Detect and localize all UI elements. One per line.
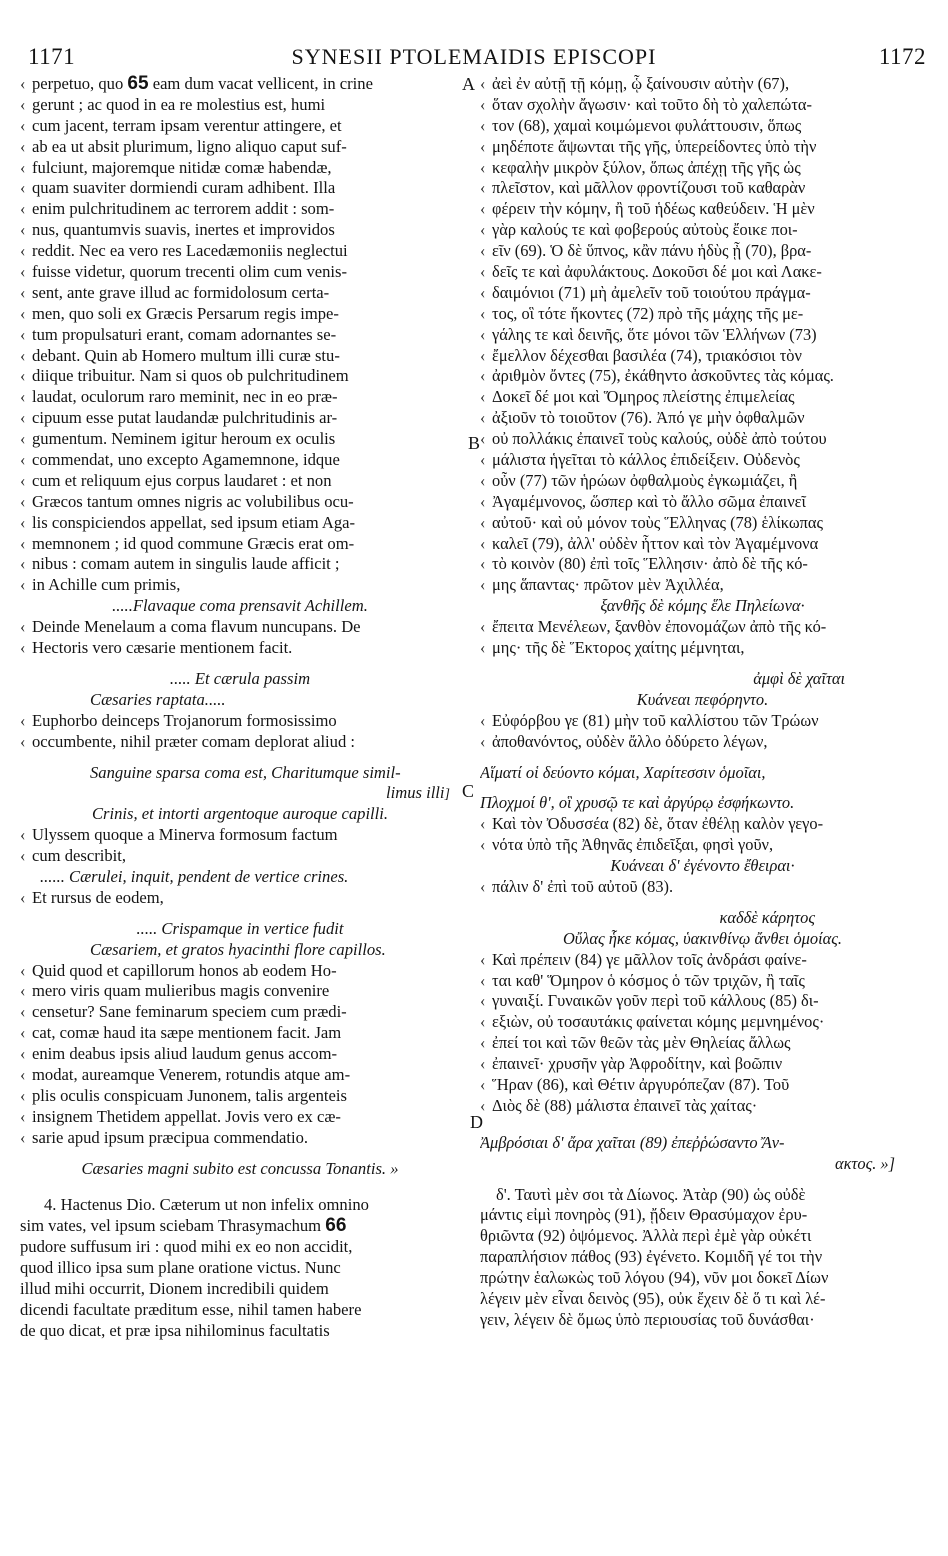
latin-line: sim vates, vel ipsum sciebam Thrasymachum 66	[20, 1216, 347, 1237]
latin-line: ‹ cum jacent, terram ipsam verentur attingere, et	[20, 115, 342, 135]
latin-line: ‹ in Achille cum primis,	[20, 575, 181, 595]
latin-line: ‹ lis conspiciendos appellat, sed ipsum etiam Aga-	[20, 512, 356, 532]
latin-line: ‹ enim pulchritudinem ac terrorem addit : som-	[20, 199, 335, 219]
latin-line: illud mihi occurrit, Dionem incredibili quidem	[20, 1278, 329, 1298]
greek-line: ‹ γυναιξί. Γυναικῶν γοῦν περὶ τοῦ κάλλους (85) δι-	[480, 991, 819, 1011]
greek-line: ‹ ἀεὶ ἐν αὐτῇ τῇ κόμῃ, ᾧ ξαίνουσιν αὐτὴν (67),	[480, 74, 790, 93]
latin-line: ‹ sent, ante grave illud ac formidolosum certa-	[20, 282, 330, 302]
latin-line: quod illico ipsa sum plane oratione victus. Nunc	[20, 1258, 341, 1278]
greek-line: ‹ τὸ κοινὸν (80) ἐπὶ τοῖς Ἕλλησιν· ἀπὸ δὲ τῆς κό-	[480, 554, 808, 574]
latin-line: ‹ quam suaviter dormiendi curam adhibent. Illa	[20, 178, 336, 198]
greek-line: ‹ ἀποθανόντος, οὐδὲν ἄλλο ὀδύρετο λέγων,	[480, 731, 768, 751]
latin-verse-quote: Cæsaries raptata.....	[90, 689, 226, 709]
latin-verse-quote: ...... Cærulei, inquit, pendent de vertice crines.	[40, 866, 349, 886]
latin-line: ‹ gerunt ; ac quod in ea re molestius est, humi	[20, 94, 326, 114]
latin-line: ‹ fulciunt, majoremque nitidæ comæ habendæ,	[20, 157, 332, 177]
greek-line: δ'. Ταυτὶ μὲν σοι τὰ Δίωνος. Ἀτὰρ (90) ὡς οὐδὲ	[496, 1184, 806, 1204]
latin-line: ‹ nus, quantumvis suavis, inertes et improvidos	[20, 220, 335, 240]
greek-verse-quote: Ἀμβρόσιαι δ' ἄρα χαῖται (89) ἐπεῤῥώσαντο Ἄν-	[480, 1132, 785, 1152]
greek-line: ‹ οὐ πολλάκις ἐπαινεῖ τοὺς καλούς, οὐδὲ ἀπὸ τούτου	[480, 429, 827, 449]
latin-verse-quote: limus illi]	[385, 783, 450, 803]
left-page-number: 1171	[28, 44, 76, 69]
page-marker-66: 66	[325, 1216, 347, 1237]
latin-line: ‹ commendat, uno excepto Agamemnone, idque	[20, 450, 340, 470]
greek-line: λέγειν μὲν εἶναι δεινὸς (95), οὐκ ἔχειν δὲ ὅ τι καὶ λέ-	[480, 1288, 826, 1308]
greek-verse-quote: Πλοχμοί θ', οἳ χρυσῷ τε καὶ ἀργύρῳ ἐσφήκωντο.	[480, 793, 795, 813]
latin-line: ‹ memnonem ; id quod commune Græcis erat om-	[20, 533, 355, 553]
latin-verse-quote: Cæsariem, et gratos hyacinthi flore capillos.	[90, 939, 386, 959]
latin-line: ‹ insignem Thetidem appellat. Jovis vero ex cæ-	[20, 1106, 341, 1126]
greek-line: ‹ ἀριθμὸν ὄντες (75), ἐκάθηντο ἀσκοῦντες τὰς κόμας.	[480, 366, 834, 386]
greek-line: ‹ γὰρ καλούς τε καὶ φοβερούς αὐτοὺς ἔοικε ποι-	[480, 220, 798, 240]
greek-line: ‹ Διὸς δὲ (88) μάλιστα ἐπαινεῖ τὰς χαίτας·	[480, 1095, 758, 1115]
latin-line: ‹ ab ea ut absit plurimum, ligno aliquo caput suf-	[20, 136, 347, 156]
greek-line: ‹ πλεῖστον, καὶ μᾶλλον φροντίζουσι τοῦ καθαρὰν	[480, 178, 806, 198]
greek-line: ‹ Καὶ πρέπειν (84) γε μᾶλλον τοῖς ἀνδράσι φαίνε-	[480, 949, 807, 969]
greek-line: ‹ μης ἅπαντας· πρῶτον μὲν Ἀχιλλέα,	[480, 575, 724, 595]
greek-line: θριῶντα (92) ὀψόμενος. Ἀλλὰ περὶ ἐμὲ γὰρ οὐκέτι	[480, 1226, 812, 1246]
greek-line: ‹ Εὐφόρβου γε (81) μὴν τοῦ καλλίστου τῶν Τρώων	[480, 710, 819, 730]
greek-line: ‹ μης· τῆς δὲ Ἕκτορος χαίτης μέμνηται,	[480, 638, 745, 658]
greek-line: ‹ αὐτοῦ· καὶ οὐ μόνον τοὺς Ἕλληνας (78) ἑλίκωπας	[480, 512, 823, 532]
latin-line: ‹ occumbente, nihil præter comam deplorat aliud :	[20, 731, 356, 751]
greek-line: ‹ γάλης τε καὶ δεινῆς, ὅτε μόνοι τῶν Ἑλλήνων (73)	[480, 324, 817, 344]
latin-line: ‹ modat, aureamque Venerem, rotundis atque am-	[20, 1064, 351, 1084]
greek-line: μάντις εἰμὶ πονηρὸς (91), ᾔδειν Θρασύμαχον ἐρυ-	[480, 1205, 808, 1225]
greek-line: ‹ δεῖς τε καὶ ἀφυλάκτους. Δοκοῦσι δέ μοι καὶ Λακε-	[480, 262, 822, 282]
latin-line: ‹ gumentum. Neminem igitur heroum ex oculis	[20, 429, 336, 449]
latin-line: ‹ men, quo soli ex Græcis Persarum regis impe-	[20, 303, 339, 323]
latin-line: ‹ cipuum esse putat laudandæ pulchritudinis ar-	[20, 408, 338, 428]
greek-line: ‹ Καὶ τὸν Ὀδυσσέα (82) δὲ, ὅταν ἐθέλῃ καλὸν γεγο-	[480, 814, 824, 834]
latin-line: ‹ enim deabus ipsis aliud laudum genus accom-	[20, 1044, 338, 1064]
latin-line: ‹ plis oculis conspicuam Junonem, talis argenteis	[20, 1085, 347, 1105]
right-page-number: 1172	[878, 44, 926, 69]
greek-line: ‹ ἐπεί τοι καὶ τῶν θεῶν τὰς μὲν Θηλείας ἄλλως	[480, 1033, 791, 1053]
latin-verse-quote: .....Flavaque coma prensavit Achillem.	[112, 596, 368, 616]
latin-line: ‹ tum propulsaturi erant, comam adornantes se-	[20, 324, 337, 344]
greek-line: ‹ τος, οἳ τότε ἥκοντες (72) πρὸ τῆς μάχης τῆς με-	[480, 303, 804, 323]
latin-line: ‹ Et rursus de eodem,	[20, 887, 164, 907]
greek-line: ‹ οὖν (77) τῶν ἡρώων ὀφθαλμοὺς ἐγκωμιάζει, ἢ	[480, 470, 798, 490]
greek-line: ‹ μάλιστα ἡγεῖται τὸ κάλλος ἐπιδείξειν. Οὐδενὸς	[480, 450, 800, 470]
greek-line: ‹ Δοκεῖ δέ μοι καὶ Ὅμηρος πλείστης ἐπιμελείας	[480, 387, 795, 407]
page-marker-65: 65	[127, 74, 149, 94]
greek-line: ‹ ἐπαινεῖ· χρυσῆν γὰρ Ἀφροδίτην, καὶ βοῶπιν	[480, 1054, 783, 1074]
latin-verse-quote: ..... Crispamque in vertice fudit	[136, 918, 344, 938]
greek-verse-quote: Κυάνεαι δ' ἐγένοντο ἔθειραι·	[610, 856, 795, 876]
greek-line: ‹ ἔμελλον δέχεσθαι βασιλέα (74), τριακόσιοι τὸν	[480, 345, 802, 365]
greek-line: ‹ τον (68), χαμαὶ κοιμώμενοι φυλάττουσιν, ὅπως	[480, 115, 802, 135]
greek-verse-quote: ακτος. »]	[835, 1153, 895, 1173]
latin-verse-quote: ..... Et cærula passim	[169, 668, 311, 688]
latin-line: ‹ laudat, oculorum raro meminit, nec in eo præ-	[20, 387, 338, 407]
greek-verse-quote: Οὔλας ἧκε κόμας, ὑακινθίνῳ ἄνθει ὁμοίας.	[562, 928, 843, 948]
latin-line: de quo dicat, et præ ipsa nihilominus facultatis	[20, 1320, 330, 1340]
latin-line: ‹ Græcos tantum omnes nigris ac volubilibus ocu-	[20, 491, 354, 511]
margin-letter-d: D	[470, 1112, 483, 1132]
latin-line: ‹ Euphorbo deinceps Trojanorum formosissimo	[20, 710, 337, 730]
greek-verse-quote: Κυάνεαι πεφόρηντο.	[636, 689, 769, 709]
margin-letter-a: A	[462, 74, 475, 94]
latin-line: ‹ cat, comæ haud ita sæpe mentionem facit. Jam	[20, 1023, 342, 1043]
greek-verse-quote: ἀμφὶ δὲ χαῖται	[753, 668, 845, 688]
greek-line: ‹ μηδέποτε ἅψωνται τῆς γῆς, ὑπερείδοντες ὑπὸ τὴν	[480, 136, 817, 156]
greek-line: ‹ Ἥραν (86), καὶ Θέτιν ἀργυρόπεζαν (87). Τοῦ	[480, 1074, 790, 1094]
latin-line: ‹ diique tribuitur. Nam si quos ob pulchritudinem	[20, 366, 349, 386]
margin-letter-b: B	[468, 433, 481, 453]
latin-column	[20, 74, 460, 1342]
greek-verse-quote: Αἵματί οἱ δεύοντο κόμαι, Χαρίτεσσιν ὁμοῖαι,	[480, 762, 766, 782]
latin-line: ‹ cum describit,	[20, 846, 127, 866]
latin-line: ‹ reddit. Nec ea vero res Lacedæmoniis neglectui	[20, 241, 348, 261]
latin-line: ‹ nibus : comam autem in singulis laude afficit ;	[20, 554, 340, 574]
latin-line: ‹ perpetuo, quo 65 eam dum vacat vellicent, in crine	[20, 74, 373, 94]
greek-line: ‹ καλεῖ (79), ἀλλ' οὐδὲν ἧττον καὶ τὸν Ἀγαμέμνονα	[480, 533, 819, 553]
greek-line: ‹ ἔπειτα Μενέλεων, ξανθὸν ἐπονομάζων ἀπὸ τῆς κό-	[480, 617, 827, 637]
latin-verse-quote: Sanguine sparsa coma est, Charitumque simil-	[90, 762, 401, 782]
latin-line: ‹ sarie apud ipsum præcipua commendatio.	[20, 1127, 309, 1147]
latin-verse-quote: Crinis, et intorti argentoque auroque capilli.	[91, 804, 389, 824]
latin-line: ‹ fuisse videtur, quorum trecenti olim cum venis-	[20, 262, 348, 282]
latin-line: pudore suffusum iri : quod mihi ex eo non accidit,	[20, 1237, 353, 1257]
greek-line: ‹ ται καθ' Ὅμηρον ὁ κόσμος ὁ τῶν τριχῶν, ἢ ταῖς	[480, 970, 805, 990]
greek-verse-quote: καδδὲ κάρητος	[719, 907, 815, 927]
latin-line: dicendi facultate præditum esse, nihil tamen habere	[20, 1299, 362, 1319]
greek-line: ‹ εξιὼν, οὐ τοσαυτάκις φαίνεται κόμης μεμνημένος·	[480, 1012, 825, 1032]
latin-verse-quote: Cæsaries magni subito est concussa Tonantis. »	[81, 1158, 399, 1178]
latin-line: ‹ Quid quod et capillorum honos ab eodem Ho-	[20, 960, 337, 980]
greek-line: πρώτην ἑαλωκὼς τοῦ λόγου (94), νῦν μοι δοκεῖ Δίων	[480, 1268, 829, 1288]
greek-line: ‹ κεφαλὴν μικρὸν ξύλον, ὅπως ἀπέχῃ τῆς γῆς ὡς	[480, 157, 801, 177]
latin-line: 4. Hactenus Dio. Cæterum ut non infelix omnino	[44, 1195, 369, 1215]
latin-line: ‹ mero viris quam mulieribus magis convenire	[20, 981, 330, 1001]
margin-letter-c: C	[462, 781, 475, 801]
greek-verse-quote: ξανθῆς δὲ κόμης ἕλε Πηλείωνα·	[600, 596, 805, 616]
greek-line: ‹ πάλιν δ' ἐπὶ τοῦ αὐτοῦ (83).	[480, 876, 674, 896]
latin-line: ‹ cum et reliquum ejus corpus laudaret : et non	[20, 470, 332, 490]
latin-line: ‹ censetur? Sane feminarum speciem cum prædi-	[20, 1002, 347, 1022]
greek-line: ‹ Ἀγαμέμνονος, ὥσπερ καὶ τὸ ἄλλο σῶμα ἐπαινεῖ	[480, 491, 806, 511]
running-title: SYNESII PTOLEMAIDIS EPISCOPI	[291, 44, 657, 69]
latin-line: ‹ Hectoris vero cæsarie mentionem facit.	[20, 638, 293, 658]
greek-line: ‹ εῖν (69). Ὁ δὲ ὕπνος, κἂν πάνυ ἡδὺς ᾖ (70), βρα-	[480, 241, 812, 261]
greek-line: ‹ ὅταν σχολὴν ἄγωσιν· καὶ τοῦτο δὴ τὸ χαλεπώτα-	[480, 94, 812, 114]
greek-line: ‹ ἀξιοῦν τὸ τοιοῦτον (76). Ἀπό γε μὴν ὀφθαλμῶν	[480, 408, 805, 428]
greek-column	[480, 74, 925, 1331]
latin-line: ‹ Ulyssem quoque a Minerva formosum factum	[20, 825, 338, 845]
latin-line: ‹ debant. Quin ab Homero multum illi curæ stu-	[20, 345, 340, 365]
greek-line: ‹ φέρειν τὴν κόμην, ἢ τοῦ ἡδέως καθεύδειν. Ἡ μὲν	[480, 199, 815, 219]
latin-line: ‹ Deinde Menelaum a coma flavum nuncupans. De	[20, 617, 361, 637]
greek-line: ‹ νότα ὑπὸ τῆς Ἀθηνᾶς ἐπιδεῖξαι, φησὶ γοῦν,	[480, 835, 774, 855]
greek-line: γειν, λέγειν δὲ ὅμως ὑπὸ περιουσίας τοῦ δυνάσθαι·	[480, 1309, 815, 1329]
greek-line: παραπλήσιον πάθος (93) ἐγένετο. Κομιδῆ γέ τοι τὴν	[480, 1247, 823, 1267]
greek-line: ‹ δαιμόνιοι (71) μὴ ἀμελεῖν τοῦ τοιούτου πράγμα-	[480, 282, 811, 302]
